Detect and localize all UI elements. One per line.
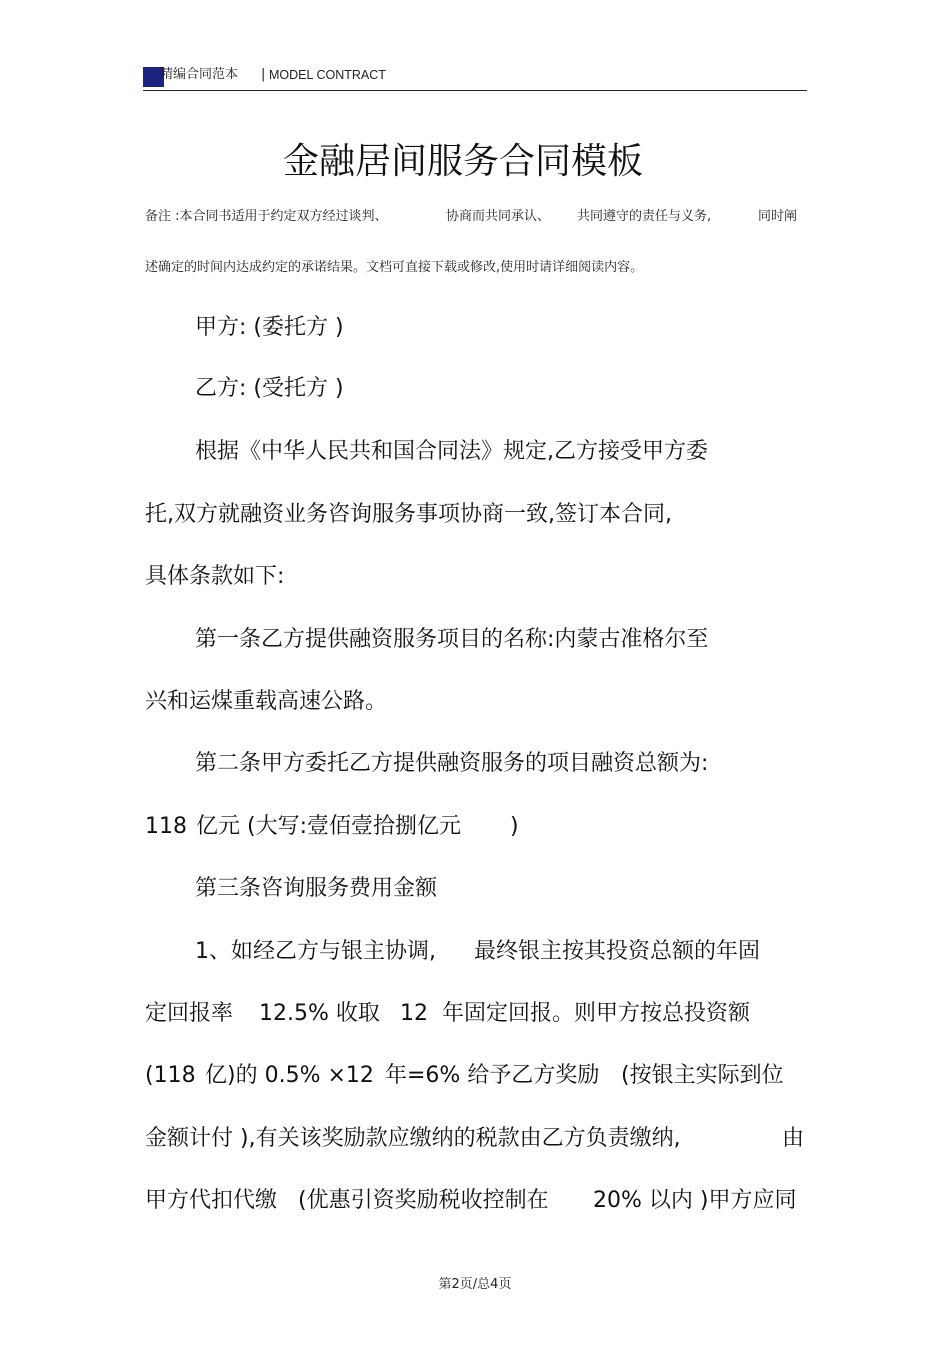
- article-1-line-2: 兴和运煤重载高速公路。: [145, 689, 388, 714]
- header-brand: 精编合同范本: [160, 67, 239, 82]
- clause-1-line-4b: 由: [782, 1126, 805, 1151]
- article-1-line-1: 第一条乙方提供融资服务项目的名称:内蒙古准格尔至: [195, 627, 709, 652]
- clause-1-line-3a: (118: [145, 1063, 196, 1088]
- article-2-amount: 118: [145, 814, 187, 839]
- clause-1-line-3b: 亿)的 0.5% ×12: [205, 1063, 374, 1088]
- note-line-2: 述确定的时间内达成约定的承诺结果。文档可直接下载或修改,使用时请详细阅读内容。: [145, 260, 644, 275]
- intro-line-2: 托,双方就融资业务咨询服务事项协商一致,签订本合同,: [145, 502, 672, 527]
- clause-1-line-1b: 最终银主按其投资总额的年固: [474, 939, 761, 964]
- clause-1-line-3c: 年=6% 给予乙方奖励: [385, 1063, 600, 1088]
- clause-1-line-3d: (按银主实际到位: [621, 1063, 784, 1088]
- document-title: 金融居间服务合同模板: [282, 141, 643, 182]
- intro-line-1: 根据《中华人民共和国合同法》规定,乙方接受甲方委: [195, 439, 708, 464]
- article-2-close-paren: ): [510, 814, 519, 839]
- header-model-label: MODEL CONTRACT: [269, 68, 386, 82]
- clause-1-line-2a: 定回报率: [145, 1001, 234, 1026]
- clause-1-line-5b: (优惠引资奖励税收控制在: [298, 1188, 549, 1213]
- note-line-1-part-4: 同时阐: [758, 209, 798, 224]
- article-2-amount-words: 亿元 (大写:壹佰壹拾捌亿元: [196, 814, 461, 839]
- clause-1-line-1a: 1、如经乙方与银主协调,: [195, 939, 436, 964]
- note-line-1-part-3: 共同遵守的责任与义务,: [577, 209, 712, 224]
- header-separator: |: [261, 67, 266, 82]
- intro-line-3: 具体条款如下:: [145, 564, 285, 589]
- page-indicator: 第2页/总4页: [438, 1277, 512, 1292]
- article-3-title: 第三条咨询服务费用金额: [195, 876, 438, 901]
- clause-1-line-2c: 12: [400, 1001, 428, 1026]
- clause-1-line-5c: 20% 以内 )甲方应同: [593, 1188, 797, 1213]
- clause-1-line-2b: 12.5% 收取: [259, 1001, 380, 1026]
- clause-1-line-4a: 金额计付 ),有关该奖励款应缴纳的税款由乙方负责缴纳,: [145, 1126, 681, 1151]
- note-line-1-part-1: 备注 :本合同书适用于约定双方经过谈判、: [145, 209, 388, 224]
- note-line-1-part-2: 协商而共同承认、: [446, 209, 551, 224]
- party-a-line: 甲方: (委托方 ): [195, 315, 344, 340]
- page-header: [143, 64, 807, 91]
- party-b-line: 乙方: (受托方 ): [195, 376, 344, 401]
- article-2-line-1: 第二条甲方委托乙方提供融资服务的项目融资总额为:: [195, 751, 709, 776]
- clause-1-line-2d: 年固定回报。则甲方按总投资额: [442, 1001, 751, 1026]
- clause-1-line-5a: 甲方代扣代缴: [145, 1188, 278, 1213]
